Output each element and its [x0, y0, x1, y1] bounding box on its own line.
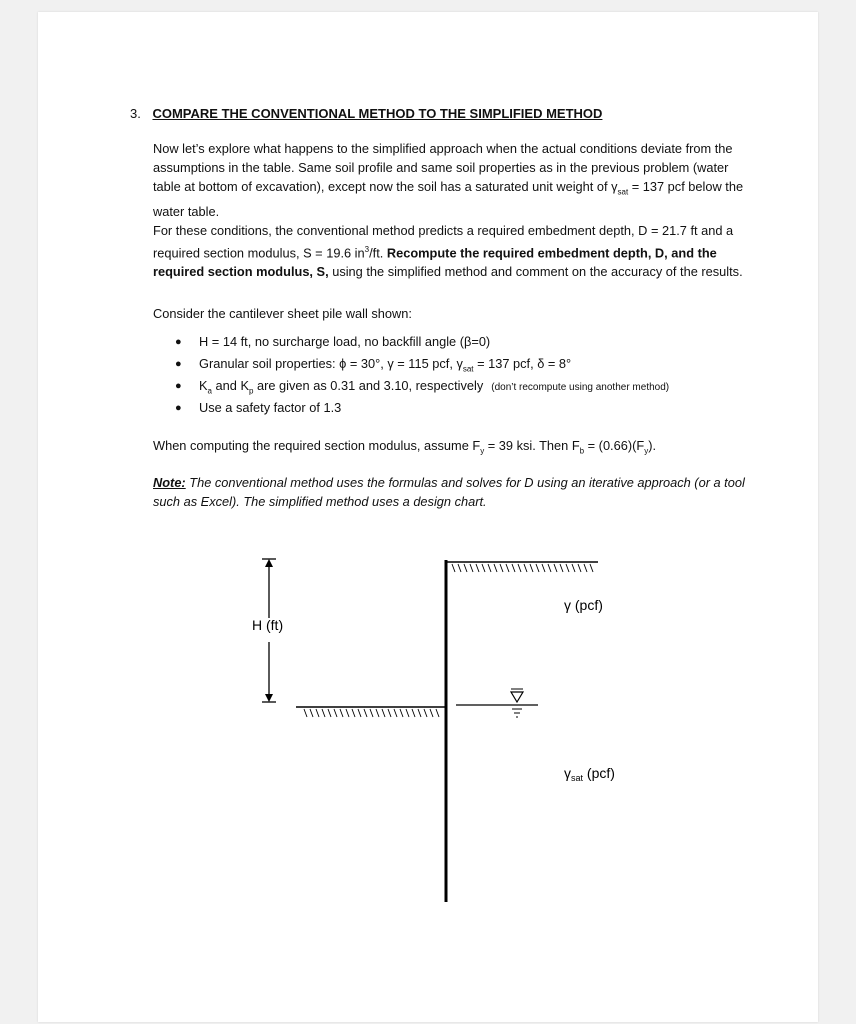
saturated-unit-weight-label: $\gamma_{sat}$ (pcf)	[564, 765, 615, 783]
conditions-paragraph: For these conditions, the conventional method predicts a required embedment depth, D = 21.7 ft and a required section modulus, S = 19.6 $in^3/ft$. Recompute the required embedment depth, D, and the required section modulus, S, using the simplified method and comment on the accuracy of the results.	[153, 223, 743, 280]
unit-weight-label: γ (pcf)	[564, 597, 603, 613]
section-modulus-paragraph: When computing the required section modulus, assume $F_y = 39$ ksi. Then $F_b = (0.66)(F_y)$.	[153, 438, 657, 456]
list-item: ● Granular soil properties: ϕ = 30°, γ = 115 pcf, $\gamma_{sat} = 137$ pcf, δ = 8°	[175, 356, 572, 374]
backfill-ground-surface	[446, 562, 598, 572]
intro-paragraph: Now let’s explore what happens to the simplified approach when the actual conditions deviate from the assumptions in the table. Same soil profile and same soil properties as in the previous problem (water table at bottom of excavation), except now the soil has a saturated unit weight of $\gamma_{sat} = 137$ pcf below the water table.	[153, 141, 744, 219]
document-page	[38, 12, 818, 1022]
list-item: ● Use a safety factor of 1.3	[175, 400, 342, 415]
height-label: H (ft)	[252, 617, 284, 633]
problem-title: COMPARE THE CONVENTIONAL METHOD TO THE SIMPLIFIED METHOD	[152, 106, 603, 121]
water-table	[456, 689, 538, 717]
list-item: ● $K_a$ and $K_p$ are given as 0.31 and 3.10, respectively (don’t recompute using another method)	[175, 378, 670, 396]
excavation-ground-surface	[296, 707, 446, 717]
sheet-pile-wall-diagram	[38, 12, 818, 1022]
consider-paragraph: Consider the cantilever sheet pile wall shown:	[153, 306, 412, 321]
note-paragraph: Note: The conventional method uses the formulas and solves for D using an iterative approach (or a tool such as Excel). The simplified method uses a design chart.	[153, 475, 745, 509]
list-item: ● H = 14 ft, no surcharge load, no backfill angle (β=0)	[175, 334, 491, 349]
problem-number: 3.	[130, 106, 141, 121]
